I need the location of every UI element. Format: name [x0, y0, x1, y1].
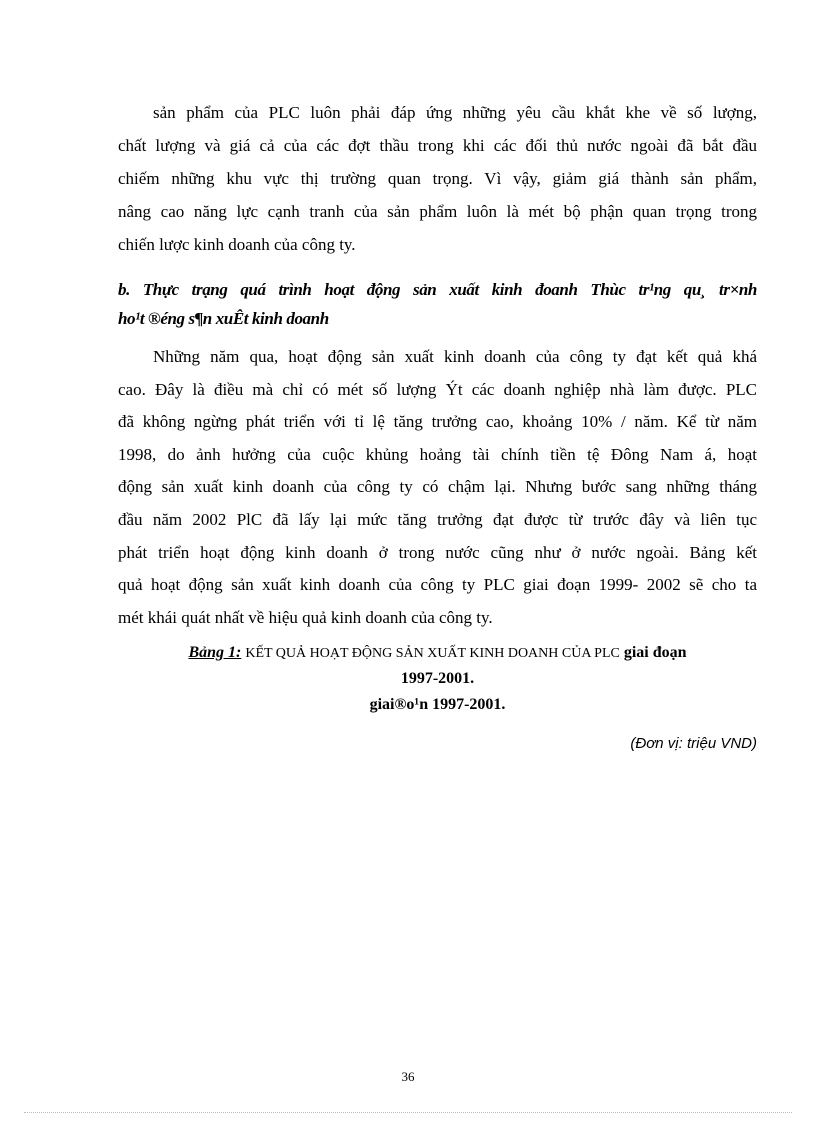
text-line: Những năm qua, hoạt động sản xuất kinh doanh của công ty đạt kết quả khá: [153, 347, 757, 366]
text-line: mét khái quát nhất về hiệu quả kinh doanh của công ty.: [118, 608, 493, 627]
caption-line-2: 1997-2001.: [400, 670, 475, 687]
page-number: 36: [401, 1069, 415, 1084]
text-line: quả hoạt động sản xuất kinh doanh của công ty PLC giai đoạn 1999- 2002 sẽ cho ta: [118, 575, 757, 594]
caption-line-3: giai®o¹n 1997-2001.: [369, 696, 506, 713]
caption-period: giai đoạn: [623, 644, 687, 661]
caption-title: KẾT QUẢ HOẠT ĐỘNG SẢN XUẤT KINH DOANH CỦA PLC: [245, 646, 620, 661]
text-line: phát triển hoạt động kinh doanh ở trong nước cũng như ở nước ngoài. Bảng kết: [118, 543, 757, 562]
text-line: chất lượng và giá cả của các đợt thầu trong khi các đối thủ nước ngoài đã bắt đầu: [118, 136, 757, 155]
text-line: 1998, do ảnh hưởng của cuộc khủng hoảng tài chính tiền tệ Đông Nam á, hoạt: [118, 445, 757, 464]
text-line: sản phẩm của PLC luôn phải đáp ứng những yêu cầu khắt khe về số lượng,: [153, 103, 757, 122]
text-line: đã không ngừng phát triển với tỉ lệ tăng trưởng cao, khoảng 10% / năm. Kể từ năm: [118, 412, 757, 431]
heading-line: b. Thực trạng quá trình hoạt động sản xuất kinh đoanh Thùc tr¹ng qu¸ tr×nh: [118, 280, 757, 299]
page-border: [24, 1112, 792, 1113]
text-line: chiến lược kinh doanh của công ty.: [118, 235, 356, 254]
text-line: cao. Đây là điều mà chỉ có mét số lượng Ýt các doanh nghiệp nhà làm được. PLC: [118, 380, 757, 399]
caption-label: Bảng 1:: [188, 644, 242, 661]
heading-line: ho¹t ®éng s¶n xuÊt kinh doanh: [118, 309, 329, 328]
unit-note: (Đơn vị: triệu VND): [630, 735, 757, 752]
text-line: nâng cao năng lực cạnh tranh của sản phẩm luôn là mét bộ phận quan trọng trong: [118, 202, 757, 221]
text-line: chiếm những khu vực thị trường quan trọng. Vì vậy, giảm giá thành sản phẩm,: [118, 169, 757, 188]
text-line: động sản xuất kinh doanh của công ty có chậm lại. Nhưng bước sang những tháng: [118, 477, 757, 496]
text-line: đầu năm 2002 PlC đã lấy lại mức tăng trưởng đạt được từ trước đây và liên tục: [118, 510, 757, 529]
caption-line-1: [118, 643, 757, 664]
